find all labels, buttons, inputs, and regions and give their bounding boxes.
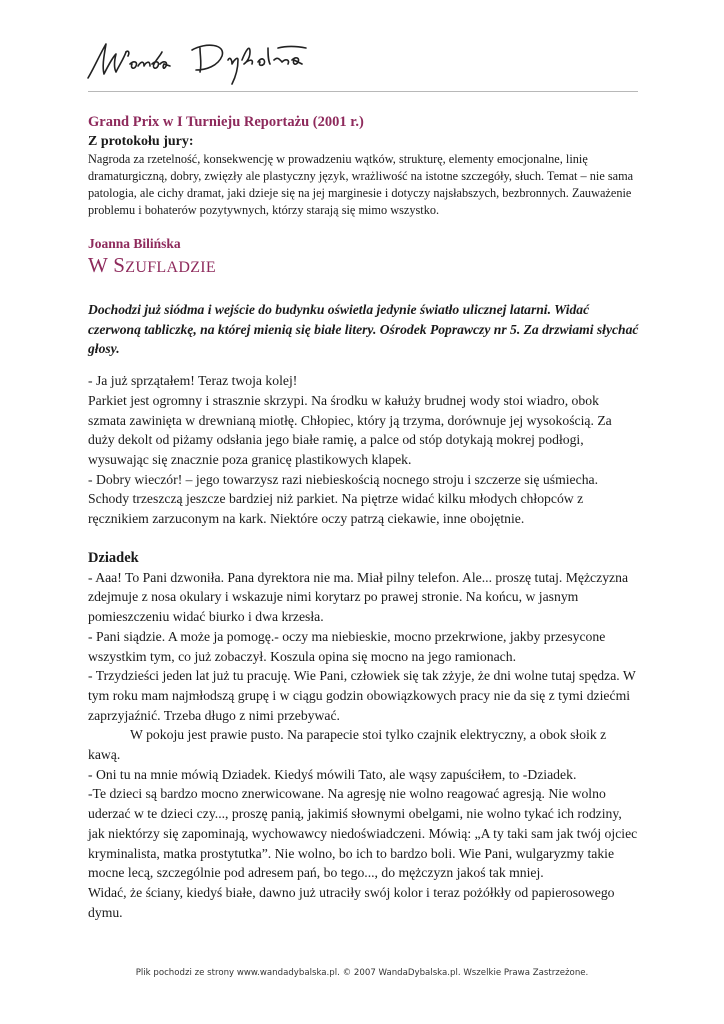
paragraph: - Pani siądzie. A może ja pomogę.- oczy ma niebieskie, mocno przekrwione, jakby przesycone wszystkim tym, co już zobaczył. Koszula opina się mocno na jego ramionach.: [88, 628, 606, 664]
prize-title: Grand Prix w I Turnieju Reportażu (2001 r.): [88, 114, 364, 130]
jury-text: Nagroda za rzetelność, konsekwencję w prowadzeniu wątków, strukturę, elementy emocjonalne, linię dramaturgiczną, dobry, zwięzły ale plastyczny język, wrażliwość na istotne szczegóły, słuch. Temat – nie sama patologia, ale cichy dramat, jaki dzieje się na jej marginesie i dotyczy najsłabszych, bezbronnych. Zauważenie problemu i bohaterów pozytywnych, którzy starają się mimo wszystko.: [88, 152, 634, 217]
paragraph: Widać, że ściany, kiedyś białe, dawno już utraciły swój kolor i teraz pożółkły od papierosowego dymu.: [88, 884, 615, 920]
page-footer: Plik pochodzi ze strony www.wandadybalska.pl. © 2007 WandaDybalska.pl. Wszelkie Prawa Zastrzeżone.: [135, 968, 589, 978]
article-title-rest: ZUFLADZIE: [125, 259, 216, 276]
paragraph: - Trzydzieści jeden lat już tu pracuję. Wie Pani, człowiek się tak zżyje, że dni wolne tutaj spędza. W tym roku mam najmłodszą grupę i w ciągu godzin obowiązkowych pracy nie da się z tymi dziećmi zaprzyjaźnić. Trzeba długo z nimi przebywać.: [88, 668, 636, 723]
paragraph: - Ja już sprzątałem! Teraz twoja kolej!: [88, 373, 298, 389]
paragraph-indented: W pokoju jest prawie pusto. Na parapecie stoi tylko czajnik elektryczny, a obok słoik z kawą.: [88, 727, 607, 763]
article-title-cap: W S: [88, 253, 126, 277]
jury-label: Z protokołu jury:: [88, 134, 194, 149]
paragraph: Parkiet jest ogromny i strasznie skrzypi. Na środku w kałuży brudnej wody stoi wiadro, obok szmata zawinięta w drewnianą miotłę. Chłopiec, który ją trzyma, dorównuje jej wysokością. Za duży dekolt od piżamy odsłania jego białe ramię, a palce od stóp dotykają mokrej podłogi, wysuwając się znacznie poza granicę plastikowych klapek.: [88, 392, 612, 467]
article-section-dziadek: [88, 568, 640, 923]
paragraph: - Oni tu na mnie mówią Dziadek. Kiedyś mówili Tato, ale wąsy zapuściłem, to -Dziadek.: [88, 766, 577, 782]
article-lead: Dochodzi już siódma i wejście do budynku oświetla jedynie światło ulicznej latarni. Widać czerwoną tabliczkę, na której mienią się białe litery. Ośrodek Poprawczy nr 5. Za drzwiami słychać głosy.: [88, 302, 639, 357]
paragraph: - Aaa! To Pani dzwoniła. Pana dyrektora nie ma. Miał pilny telefon. Ale... proszę tutaj. Mężczyzna zdejmuje z nosa okulary i wskazuje nimi korytarz po prawej stronie. Na końcu, w jasnym pomieszczeniu widać biurko i dwa krzesła.: [88, 569, 629, 625]
handwritten-signature: [82, 30, 342, 90]
section-heading: Dziadek: [88, 549, 139, 566]
paragraph: - Dobry wieczór! – jego towarzysz razi niebieskością nocnego stroju i szczerze się uśmiecha. Schody trzeszczą jeszcze bardziej niż parkiet. Na piętrze widać kilku młodych chłopców z ręcznikiem zarzuconym na kark. Niektóre oczy patrzą ciekawie, inne obojętnie.: [88, 471, 599, 527]
article-section-intro: [88, 371, 640, 529]
article-author: Joanna Bilińska: [88, 236, 181, 251]
document-body: [88, 113, 640, 922]
article-title: [88, 253, 640, 280]
header-rule: [88, 91, 638, 92]
paragraph: -Te dzieci są bardzo mocno znerwicowane. Na agresję nie wolno reagować agresją. Nie wolno uderzać w te dzieci czy..., proszę panią, jakimiś słownymi obelgami, nie wolno tykać ich rodziny, jak niektórzy się zapominają, wychowawcy niedoświadczeni. Mówią: „A ty taki sam jak twój ojciec kryminalista, matka prostytutka”. Nie wolno, bo ich to bardzo boli. Wie Pani, wulgaryzmy takie mocne lecą, szczególnie pod adresem pań, bo tego..., do mężczyzn jakoś tak mniej.: [88, 786, 638, 881]
